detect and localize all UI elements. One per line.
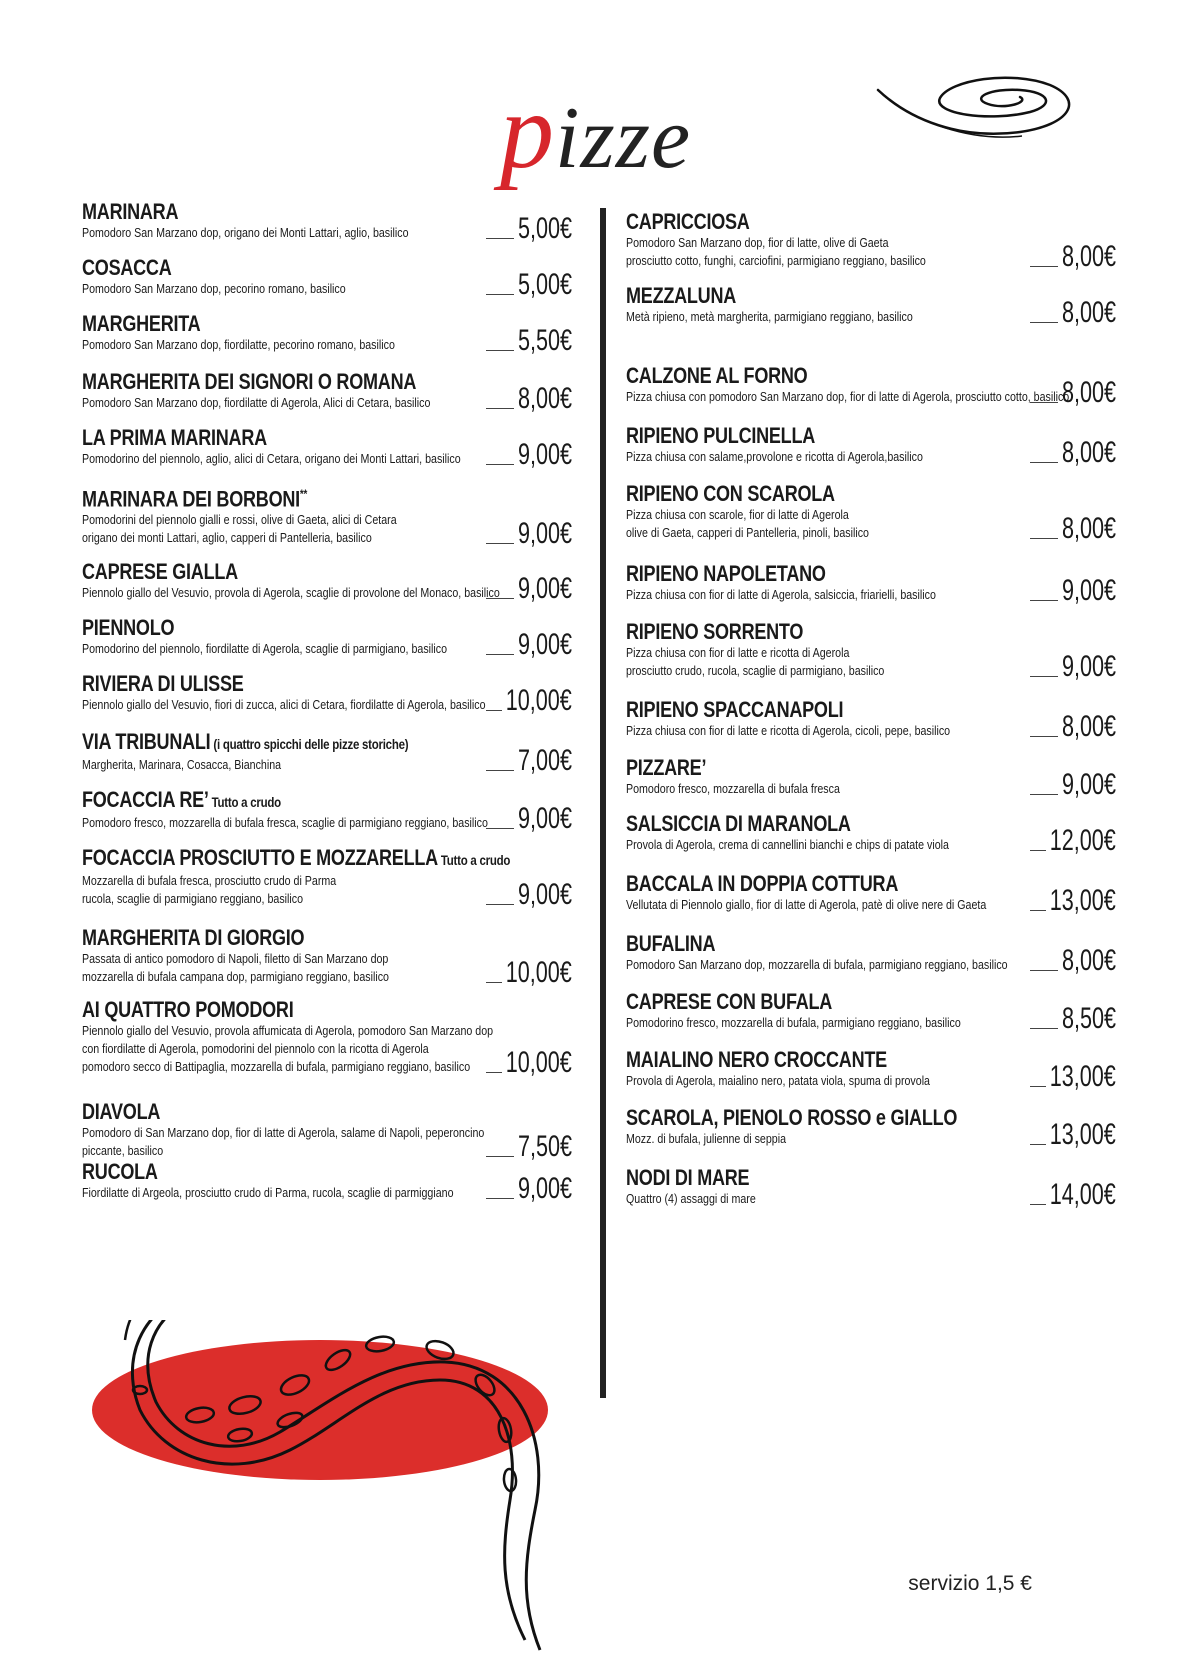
menu-item-price: 9,00€ — [517, 802, 572, 835]
menu-item-name-text: FOCACCIA PROSCIUTTO E MOZZARELLA — [82, 845, 438, 870]
menu-item-name-text: MARINARA DEI BORBONI — [82, 486, 300, 512]
menu-item-leader-line — [486, 238, 514, 239]
menu-item-leader-line — [1030, 910, 1046, 911]
menu-item — [82, 925, 572, 989]
menu-item-name-text: CAPRICCIOSA — [626, 209, 750, 234]
menu-item-name-text: CAPRESE CON BUFALA — [626, 989, 833, 1014]
menu-item-name — [82, 1100, 484, 1124]
menu-item-price: 10,00€ — [505, 684, 572, 717]
menu-item-name — [82, 845, 511, 872]
menu-item-name — [626, 990, 1028, 1014]
menu-item-name-text: AI QUATTRO POMODORI — [82, 997, 294, 1022]
menu-item-leader-line — [1030, 676, 1058, 677]
menu-item-name-text: RIPIENO PULCINELLA — [626, 423, 816, 448]
menu-item-name-text: DIAVOLA — [82, 1099, 161, 1124]
menu-item-leader-line — [486, 294, 514, 295]
menu-item-description: rucola, scaglie di parmigiano reggiano, basilico — [82, 891, 304, 906]
menu-item-leader-line — [1030, 736, 1058, 737]
menu-item-description: Pomodoro fresco, mozzarella di bufala fresca — [626, 781, 840, 796]
menu-item-name — [626, 756, 1028, 780]
menu-item — [626, 283, 1116, 329]
menu-item-name-text: PIZZARE’ — [626, 755, 707, 780]
menu-item-price: 9,00€ — [517, 438, 572, 471]
menu-item-name-text: MARGHERITA DEI SIGNORI O ROMANA — [82, 369, 417, 394]
menu-item — [626, 811, 1116, 857]
menu-item-leader-line — [1030, 462, 1058, 463]
menu-item-name — [626, 364, 1028, 388]
menu-item-leader-line — [486, 710, 502, 711]
menu-item-price: 8,00€ — [1061, 944, 1116, 977]
menu-item-description: Pizza chiusa con salame,provolone e ricotta di Agerola,basilico — [626, 449, 923, 464]
menu-item-name-text: MARINARA — [82, 199, 179, 224]
menu-item-price: 10,00€ — [505, 1046, 572, 1079]
menu-item-name-text: RIPIENO NAPOLETANO — [626, 561, 826, 586]
menu-item-price: 13,00€ — [1049, 1060, 1116, 1093]
menu-item-leader-line — [486, 982, 502, 983]
menu-item — [626, 363, 1116, 409]
menu-item-price: 5,00€ — [517, 212, 572, 245]
menu-item-price: 8,00€ — [1061, 240, 1116, 273]
menu-item-description: Fiordilatte di Argeola, prosciutto crudo di Parma, rucola, scaglie di parmiggiano — [82, 1185, 454, 1200]
column-divider — [600, 208, 606, 1398]
menu-title — [500, 72, 691, 191]
menu-item-description: olive di Gaeta, capperi di Pantelleria, pinoli, basilico — [626, 525, 869, 540]
menu-item-note: Tutto a crudo — [437, 852, 511, 868]
menu-item-name-text: MAIALINO NERO CROCCANTE — [626, 1047, 887, 1072]
menu-item-leader-line — [486, 1072, 502, 1073]
menu-item-leader-line — [486, 770, 514, 771]
menu-item-name — [626, 284, 1028, 308]
menu-item-description: Pizza chiusa con scarole, fior di latte di Agerola — [626, 507, 849, 522]
menu-item-price: 8,50€ — [1061, 1002, 1116, 1035]
menu-item-price: 9,00€ — [1061, 574, 1116, 607]
menu-item-description: Quattro (4) assaggi di mare — [626, 1191, 756, 1206]
menu-item-price: 5,50€ — [517, 324, 572, 357]
menu-item — [626, 1105, 1116, 1151]
menu-item-leader-line — [1030, 538, 1058, 539]
menu-item-name-text: CAPRESE GIALLA — [82, 559, 238, 584]
menu-item-name-text: NODI DI MARE — [626, 1165, 750, 1190]
menu-item-name — [626, 698, 1028, 722]
menu-item-price: 8,00€ — [1061, 436, 1116, 469]
swirl-pizza-icon — [870, 70, 1090, 150]
menu-item-name-text: COSACCA — [82, 255, 172, 280]
menu-item-description: Metà ripieno, metà margherita, parmigiano reggiano, basilico — [626, 309, 913, 324]
menu-item-description: Pomodoro San Marzano dop, pecorino romano, basilico — [82, 281, 346, 296]
menu-item-description: Pomodorino del piennolo, aglio, alici di Cetara, origano dei Monti Lattari, basilico — [82, 451, 461, 466]
menu-item-name-text: SALSICCIA DI MARANOLA — [626, 811, 851, 836]
menu-item-name-text: PIENNOLO — [82, 615, 175, 640]
menu-item-price: 13,00€ — [1049, 1118, 1116, 1151]
menu-item-description: Pizza chiusa con fior di latte e ricotta di Agerola — [626, 645, 850, 660]
menu-item-description: Passata di antico pomodoro di Napoli, filetto di San Marzano dop — [82, 951, 389, 966]
menu-item-description: Pizza chiusa con fior di latte e ricotta di Agerola, cicoli, pepe, basilico — [626, 723, 951, 738]
menu-item — [82, 1159, 572, 1205]
menu-item-price: 9,00€ — [517, 517, 572, 551]
menu-item-description: Mozz. di bufala, julienne di seppia — [626, 1131, 787, 1146]
menu-item-name — [626, 812, 1028, 836]
menu-item-price: 9,00€ — [517, 628, 572, 661]
menu-item — [626, 1047, 1116, 1093]
menu-item-description: Pomodorino del piennolo, fiordilatte di Agerola, scaglie di parmigiano, basilico — [82, 641, 448, 656]
menu-item-leader-line — [1030, 1204, 1046, 1205]
menu-item-name — [82, 672, 484, 696]
menu-item-name-text: RIVIERA DI ULISSE — [82, 671, 244, 696]
menu-item-name-text: RUCOLA — [82, 1159, 158, 1184]
menu-item-price: 8,00€ — [1061, 296, 1116, 329]
menu-item-description: Pizza chiusa con pomodoro San Marzano dop, fior di latte di Agerola, prosciutto cotto, basilico — [626, 389, 1070, 404]
menu-item-leader-line — [1030, 402, 1058, 403]
menu-item-name-text: VIA TRIBUNALI — [82, 729, 211, 754]
menu-item-name-text: SCAROLA, PIENOLO ROSSO e GIALLO — [626, 1105, 958, 1130]
menu-item-price: 7,50€ — [517, 1130, 572, 1163]
menu-item — [626, 209, 1116, 273]
menu-item-description: Provola di Agerola, crema di cannellini bianchi e chips di patate viola — [626, 837, 949, 852]
menu-item — [82, 615, 572, 661]
menu-item-description: Pomodoro San Marzano dop, mozzarella di bufala, parmigiano reggiano, basilico — [626, 957, 1008, 972]
menu-item-name — [82, 312, 484, 336]
menu-item-description: origano dei monti Lattari, aglio, capperi di Pantelleria, basilico — [82, 530, 372, 546]
menu-item-price: 9,00€ — [1061, 650, 1116, 683]
menu-item — [82, 199, 572, 245]
menu-item-name-text: BUFALINA — [626, 931, 716, 956]
menu-item-price: 9,00€ — [517, 1172, 572, 1205]
menu-item-leader-line — [1030, 1028, 1058, 1029]
menu-item-name — [626, 210, 1028, 234]
menu-item-description: Pomodoro San Marzano dop, fiordilatte, pecorino romano, basilico — [82, 337, 395, 352]
menu-item-name — [626, 932, 1028, 956]
menu-item-name — [82, 482, 484, 511]
menu-item-name — [626, 620, 1028, 644]
menu-item-name-text: MEZZALUNA — [626, 283, 737, 308]
menu-item — [82, 255, 572, 301]
menu-item-name — [82, 926, 484, 950]
menu-item-leader-line — [1030, 600, 1058, 601]
menu-item — [626, 697, 1116, 743]
menu-item-name-text: RIPIENO SPACCANAPOLI — [626, 697, 844, 722]
menu-item-name-text: BACCALA IN DOPPIA COTTURA — [626, 871, 899, 896]
menu-item — [626, 481, 1116, 545]
menu-item-price: 9,00€ — [517, 572, 572, 605]
menu-item-name — [82, 1160, 484, 1184]
menu-item-description: mozzarella di bufala campana dop, parmigiano reggiano, basilico — [82, 969, 389, 984]
menu-item — [626, 871, 1116, 917]
menu-item — [82, 997, 572, 1079]
menu-item-description: Pomodoro di San Marzano dop, fior di latte di Agerola, salame di Napoli, peperoncino — [82, 1125, 485, 1140]
menu-item — [82, 787, 572, 835]
menu-item-leader-line — [486, 904, 514, 905]
menu-item-description: pomodoro secco di Battipaglia, mozzarella di bufala, parmigiano reggiano, basilico — [82, 1059, 471, 1074]
menu-item — [626, 1165, 1116, 1211]
menu-item-price: 8,00€ — [517, 382, 572, 415]
menu-item-price: 8,00€ — [1061, 710, 1116, 743]
menu-item-name — [626, 872, 1028, 896]
menu-item-name — [626, 562, 1028, 586]
menu-item — [82, 845, 572, 911]
menu-item-name-text: MARGHERITA DI GIORGIO — [82, 925, 305, 950]
menu-item-price: 8,00€ — [1061, 512, 1116, 545]
menu-item-name — [82, 616, 484, 640]
menu-item-name — [626, 1166, 1028, 1190]
menu-item-name — [82, 730, 484, 756]
menu-item — [626, 931, 1116, 977]
menu-title-rest: izze — [555, 90, 691, 187]
menu-item-description: prosciutto crudo, rucola, scaglie di parmigiano, basilico — [626, 663, 885, 678]
menu-item-price: 8,00€ — [1061, 376, 1116, 409]
menu-item — [82, 671, 572, 717]
menu-item-price: 9,00€ — [1061, 768, 1116, 801]
menu-item-description: Piennolo giallo del Vesuvio, provola affumicata di Agerola, pomodoro San Marzano dop — [82, 1023, 494, 1038]
menu-item-leader-line — [486, 350, 514, 351]
menu-item-leader-line — [1030, 850, 1046, 851]
menu-item-description: Pomodoro San Marzano dop, fiordilatte di Agerola, Alici di Cetara, basilico — [82, 395, 431, 410]
menu-item-note: (i quattro spicchi delle pizze storiche) — [210, 736, 409, 752]
menu-item — [626, 561, 1116, 607]
menu-item-note: Tutto a crudo — [208, 794, 281, 810]
menu-item-name — [626, 482, 1028, 506]
menu-item — [82, 729, 572, 777]
menu-item-leader-line — [1030, 322, 1058, 323]
menu-item-description: Provola di Agerola, maialino nero, patata viola, spuma di provola — [626, 1073, 930, 1088]
menu-item — [82, 425, 572, 471]
menu-item-leader-line — [486, 654, 514, 655]
menu-item-name — [626, 1106, 1028, 1130]
menu-item-leader-line — [486, 464, 514, 465]
menu-item-description: Pomodoro San Marzano dop, origano dei Monti Lattari, aglio, basilico — [82, 225, 409, 240]
menu-item-name — [82, 370, 484, 394]
menu-item-description: Pomodorini del piennolo gialli e rossi, olive di Gaeta, alici di Cetara — [82, 512, 397, 528]
menu-item-note: ** — [299, 487, 308, 501]
menu-item-name-text: CALZONE AL FORNO — [626, 363, 808, 388]
menu-item-leader-line — [1030, 1086, 1046, 1087]
menu-item-name-text: LA PRIMA MARINARA — [82, 425, 267, 450]
menu-item-leader-line — [486, 1156, 514, 1157]
menu-item-price: 5,00€ — [517, 268, 572, 301]
menu-item-leader-line — [1030, 266, 1058, 267]
menu-item-price: 12,00€ — [1049, 824, 1116, 857]
menu-item — [626, 989, 1116, 1035]
menu-item-name — [82, 256, 484, 280]
menu-item-name — [626, 424, 1028, 448]
menu-item-description: Margherita, Marinara, Cosacca, Bianchina — [82, 757, 282, 772]
menu-item-price: 13,00€ — [1049, 884, 1116, 917]
octopus-illustration-icon — [80, 1320, 600, 1660]
menu-item-name-text: FOCACCIA RE’ — [82, 787, 209, 812]
menu-item — [82, 1099, 572, 1163]
menu-item-name-text: MARGHERITA — [82, 311, 201, 336]
menu-item — [82, 311, 572, 357]
menu-item-description: Pomodorino fresco, mozzarella di bufala, parmigiano reggiano, basilico — [626, 1015, 961, 1030]
menu-item-name-text: RIPIENO SORRENTO — [626, 619, 804, 644]
menu-item-name — [82, 788, 484, 814]
menu-title-first-letter: p — [500, 72, 555, 191]
menu-item-description: Piennolo giallo del Vesuvio, provola di Agerola, scaglie di provolone del Monaco, basilico — [82, 585, 500, 600]
menu-item-description: Vellutata di Piennolo giallo, fior di latte di Agerola, patè di olive nere di Gaeta — [626, 897, 987, 912]
menu-item-leader-line — [486, 828, 514, 829]
menu-item-price: 10,00€ — [505, 956, 572, 989]
menu-item-description: Mozzarella di bufala fresca, prosciutto crudo di Parma — [82, 873, 337, 888]
menu-item-name — [82, 998, 484, 1022]
menu-item-description: prosciutto cotto, funghi, carciofini, parmigiano reggiano, basilico — [626, 253, 926, 268]
menu-item — [626, 423, 1116, 469]
menu-item-leader-line — [1030, 794, 1058, 795]
menu-item-name — [82, 560, 484, 584]
menu-item-leader-line — [1030, 970, 1058, 971]
menu-item-name — [82, 426, 484, 450]
menu-item-leader-line — [486, 1198, 514, 1199]
menu-item-leader-line — [1030, 1144, 1046, 1145]
menu-item — [82, 482, 572, 551]
menu-item-name-text: RIPIENO CON SCAROLA — [626, 481, 835, 506]
menu-item-description: Pomodoro fresco, mozzarella di bufala fresca, scaglie di parmigiano reggiano, basilico — [82, 815, 488, 830]
menu-item-name — [82, 200, 484, 224]
menu-item-description: Piennolo giallo del Vesuvio, fiori di zucca, alici di Cetara, fiordilatte di Agerola, basilico — [82, 697, 486, 712]
menu-item-price: 14,00€ — [1049, 1178, 1116, 1211]
menu-item — [626, 619, 1116, 683]
menu-item-description: piccante, basilico — [82, 1143, 164, 1158]
menu-item-leader-line — [486, 598, 514, 599]
menu-item-description: Pizza chiusa con fior di latte di Agerola, salsiccia, friarielli, basilico — [626, 587, 936, 602]
menu-item-name — [626, 1048, 1028, 1072]
menu-item-price: 7,00€ — [517, 744, 572, 777]
menu-item — [626, 755, 1116, 801]
menu-item — [82, 369, 572, 415]
menu-item — [82, 559, 572, 605]
menu-item-leader-line — [486, 543, 514, 544]
menu-item-price: 9,00€ — [517, 878, 572, 911]
menu-item-description: con fiordilatte di Agerola, pomodorini del piennolo con la ricotta di Agerola — [82, 1041, 429, 1056]
service-charge: servizio 1,5 € — [908, 1572, 1032, 1595]
menu-item-leader-line — [486, 408, 514, 409]
menu-item-description: Pomodoro San Marzano dop, fior di latte, olive di Gaeta — [626, 235, 889, 250]
